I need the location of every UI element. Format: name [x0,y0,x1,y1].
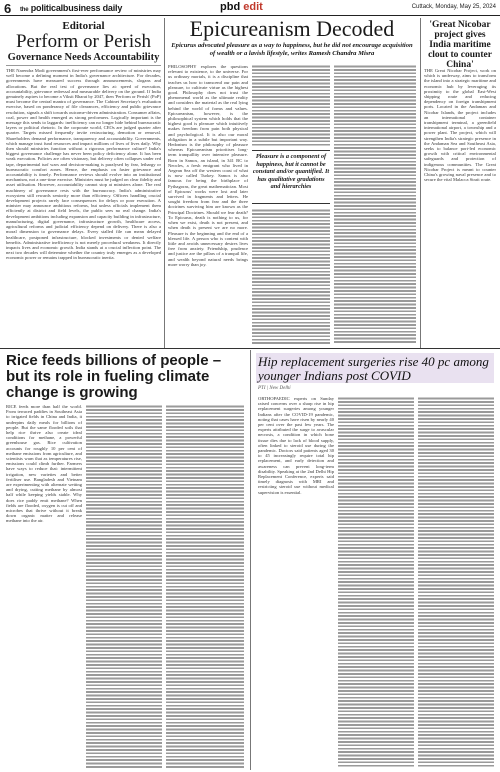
hip-headline: Hip replacement surgeries rise 40 pc among younger Indians post COVID [258,354,489,383]
paper-logo-name: politicalbusiness daily [30,3,123,13]
epicurean-author: Ramesh Chandra Misra [308,50,375,57]
section-name: pbd [220,1,241,13]
epicurean-column-2-bottom [252,208,330,344]
rice-headline: Rice feeds billions of people – but its role in fueling climate change is growing [6,352,222,401]
masthead [0,0,500,16]
section-divider [0,348,500,349]
pull-quote: Pleasure is a component of happiness, but it cannot be constant and/or quantified. It has qualitative gradations and hierarchies [252,150,330,204]
epicurean-deck-text: Epicurus advocated pleasure as a way to happiness, but he did not encourage acquisition of wealth or a lavish lifestyle, writes [171,42,413,57]
hip-column-3 [418,396,494,768]
sidebar-body: THE Great Nicobar Project, work on which is underway, aims to transform the island into a strategic maritime and economic hub by leveraging its proximity to the global East-West shipping route and reducing dependency on foreign transhipment ports. Located in the Andaman and Nicobar Islands, the project includes an international container transhipment terminal, a greenfield international airport, a township and a power plant. The project, which will strengthen India's strategic presence in the Andaman Sea and Southeast Asia, seeks to balance port-led economic growth with critical environmental safeguards and protection of indigenous communities. The Great Nicobar Project is meant to counter China's growing naval presence and to secure the vital Malacca Strait route. [424,68,496,183]
paper-logo-prefix: the [20,7,29,13]
rice-body: RICE feeds more than half the world. From terraced paddies in Southeast Asia to irrigated fields in China and India, it underpins daily meals for billions of people. But the same flooded soils that help rice thrive also create ideal conditions for methane, a powerful greenhouse gas. Rice cultivation accounts for roughly 10 per cent of methane emissions from agriculture, and scientists warn that as temperatures rise, emissions could climb further. Farmers have ways to reduce that: intermittent irrigation, new varieties and better fertiliser use. Bangladesh and Vietnam are experimenting with alternate wetting and drying, cutting methane by almost half while keeping yields stable. Why does rice paddy emit methane? When fields are flooded, oxygen is cut off and microbes that thrive without it break down organic matter and release methane into the air. [6,404,82,524]
editorial-body: THE Narendra Modi government's first-ever performance review of ministries may well become a defining moment in India's governance architecture. For decades, governments have measured success through announcements, slogans and allocations. But the real test of governance lies at: speed of execution, accountability, grievance redressal and measurable delivery on the ground. If India genuinely aspires to become a Viksit Bharat by 2047, then 'Perform or Perish' (PoP) must become the central mantra of governance. The Cabinet Secretary's evaluation exercise, based on ponderancy of file clearances, efficiency and public grievance resolution, signals a shift towards outcome-driven administration. Consumer affairs, coal, power and health emerged as strong performers. Logically important is the message this sends to laggards: inefficiency can no longer hide behind bureaucratic layers or political rhetoric. In the corporate world, CEOs are judged quarter after quarter. Targets missed frequently invite restructuring, demotion or removal. Shareholders demand performance, transparency and accountability. Governments, which manage trust fund resources and impact millions of lives of lives daily. Why then should ministries function without a rigorous performance culture? India's biggest governance challenge has never been policy deficiency alone. It has been weak execution. Policies are often visionary, but delivery often collapses under red tape, departmental turf wars and decision-making is paralysed by fear, lethargy or bureaucratic comfort zones. Hence, the emphasis on faster grievance and accountability is timely. Performance reviews should evolve into an institutional mechanism, not a one-time exercise. Ministries must be judged on clear fidelity and asset utilisation. However, accountability cannot stop at ministers alone. The real machinery of governance rests with the bureaucracy. India's administrative ecosystem still rewards seniority more than efficiency. Officers handling crucial development projects rarely face consequences for delays or poor execution. A minister may announce ambitious reforms, but unless officials implement them efficiently at district and field levels, the public sees no real change. India's development ambitions including expansion and capacity building in infrastructure, manufacturing, digital governance, infrastructure growth, healthcare access, agricultural reforms and judicial efficiency depend on delivery. There is also a moral dimension to governance delays. Every stalled file can mean delayed healthcare, postponed infrastructure, blocked investments or denied welfare benefits. Administrative inefficiency is not merely procedural weakness. It directly impacts lives and economic growth. India stands at a crucial inflection point. The next two decades will determine whether the country truly emerges as a developed economic power or remains trapped in bureaucratic inertia. [6,68,161,261]
epicurean-column-2-top [252,64,330,146]
epicurean-body: PHILOSOPHY explores the questions relevant to existence, to the universe. For us ordinary mortals, it is a discipline that teaches us how to transcend our pain and pleasure, to cultivate virtue as the highest good. Philosophy does not trust the phenomenal world as the ultimate reality and considers the material as the real lying behind the world of forms and values. Epicureanism, however, is the philosophical system which holds that the highest good is pleasure which intuitively makes freedom from pain both physical and psychological. It is also our moral obligation in a subtle but important way. Hedonism is the philosophy of pleasure whereas Epicureanism prioritises long-term tranquillity over intensive pleasure. Born in Samos, an island, in 341 BC to Neocles, a fresh emigrant who lived in Aegean Sea off the western coast of what is now called Turkey. Samos is also famous for being the birthplace of Pythagoras, the great mathematician. Most of Epicurus' works were lost and later survived in fragments and letters. He sought freedom from fear and the three doctrines surviving him are known as the Principal Doctrines. Should we fear death? To Epicurus, death is nothing to us, for when we exist, death is not present, and when death is present we are no more. Pleasure is the beginning and the end of a blessed life. A person who is content with little and avoids unnecessary desires lives free from anxiety. Friendship, prudence and justice are the pillars of a tranquil life, and wealth beyond natural needs brings more worry than joy. [168,64,248,267]
rice-column-2 [86,404,162,768]
column-divider [420,18,421,348]
column-divider [164,18,165,348]
editorial-subhead: Governance Needs Accountability [6,52,161,66]
page-number: 6 [4,1,12,16]
column-divider [250,350,251,770]
editorial-kicker: Editorial [62,20,105,32]
epicurean-deck [168,42,416,58]
epicurean-column-3 [334,64,416,344]
paper-logo [20,3,122,13]
hip-column-2 [338,396,414,768]
epicurean-headline: Epicureanism Decoded [189,16,395,41]
editorial-headline: Perform or Perish [15,31,152,52]
sidebar-headline: 'Great Nicobar project gives India maritime clout to counter China' [428,20,492,70]
section-suffix: edit [243,1,263,13]
section-badge [220,1,263,13]
hip-kicker: PTI | New Delhi [258,386,291,391]
rice-column-3 [166,404,244,768]
hip-body: ORTHOPAEDIC experts on Sunday raised concerns over a sharp rise in hip replacement surgeries among younger Indians after the COVID-19 pandemic, noting that cases have risen by nearly 40 per cent over the past few years. The experts attributed the surge to avascular necrosis, a condition in which bone tissue dies due to lack of blood supply, often linked to steroid use during the pandemic. Doctors said patients aged 30 to 45 increasingly require total hip replacement, and early detection and awareness can prevent long-term disability. Speaking at the 2nd Delhi Hip Replacement Conference, experts said timely diagnosis with MRI and restricting steroid use without medical supervision is essential. [258,396,334,495]
dateline: Cuttack, Monday, May 25, 2024 [411,4,496,10]
